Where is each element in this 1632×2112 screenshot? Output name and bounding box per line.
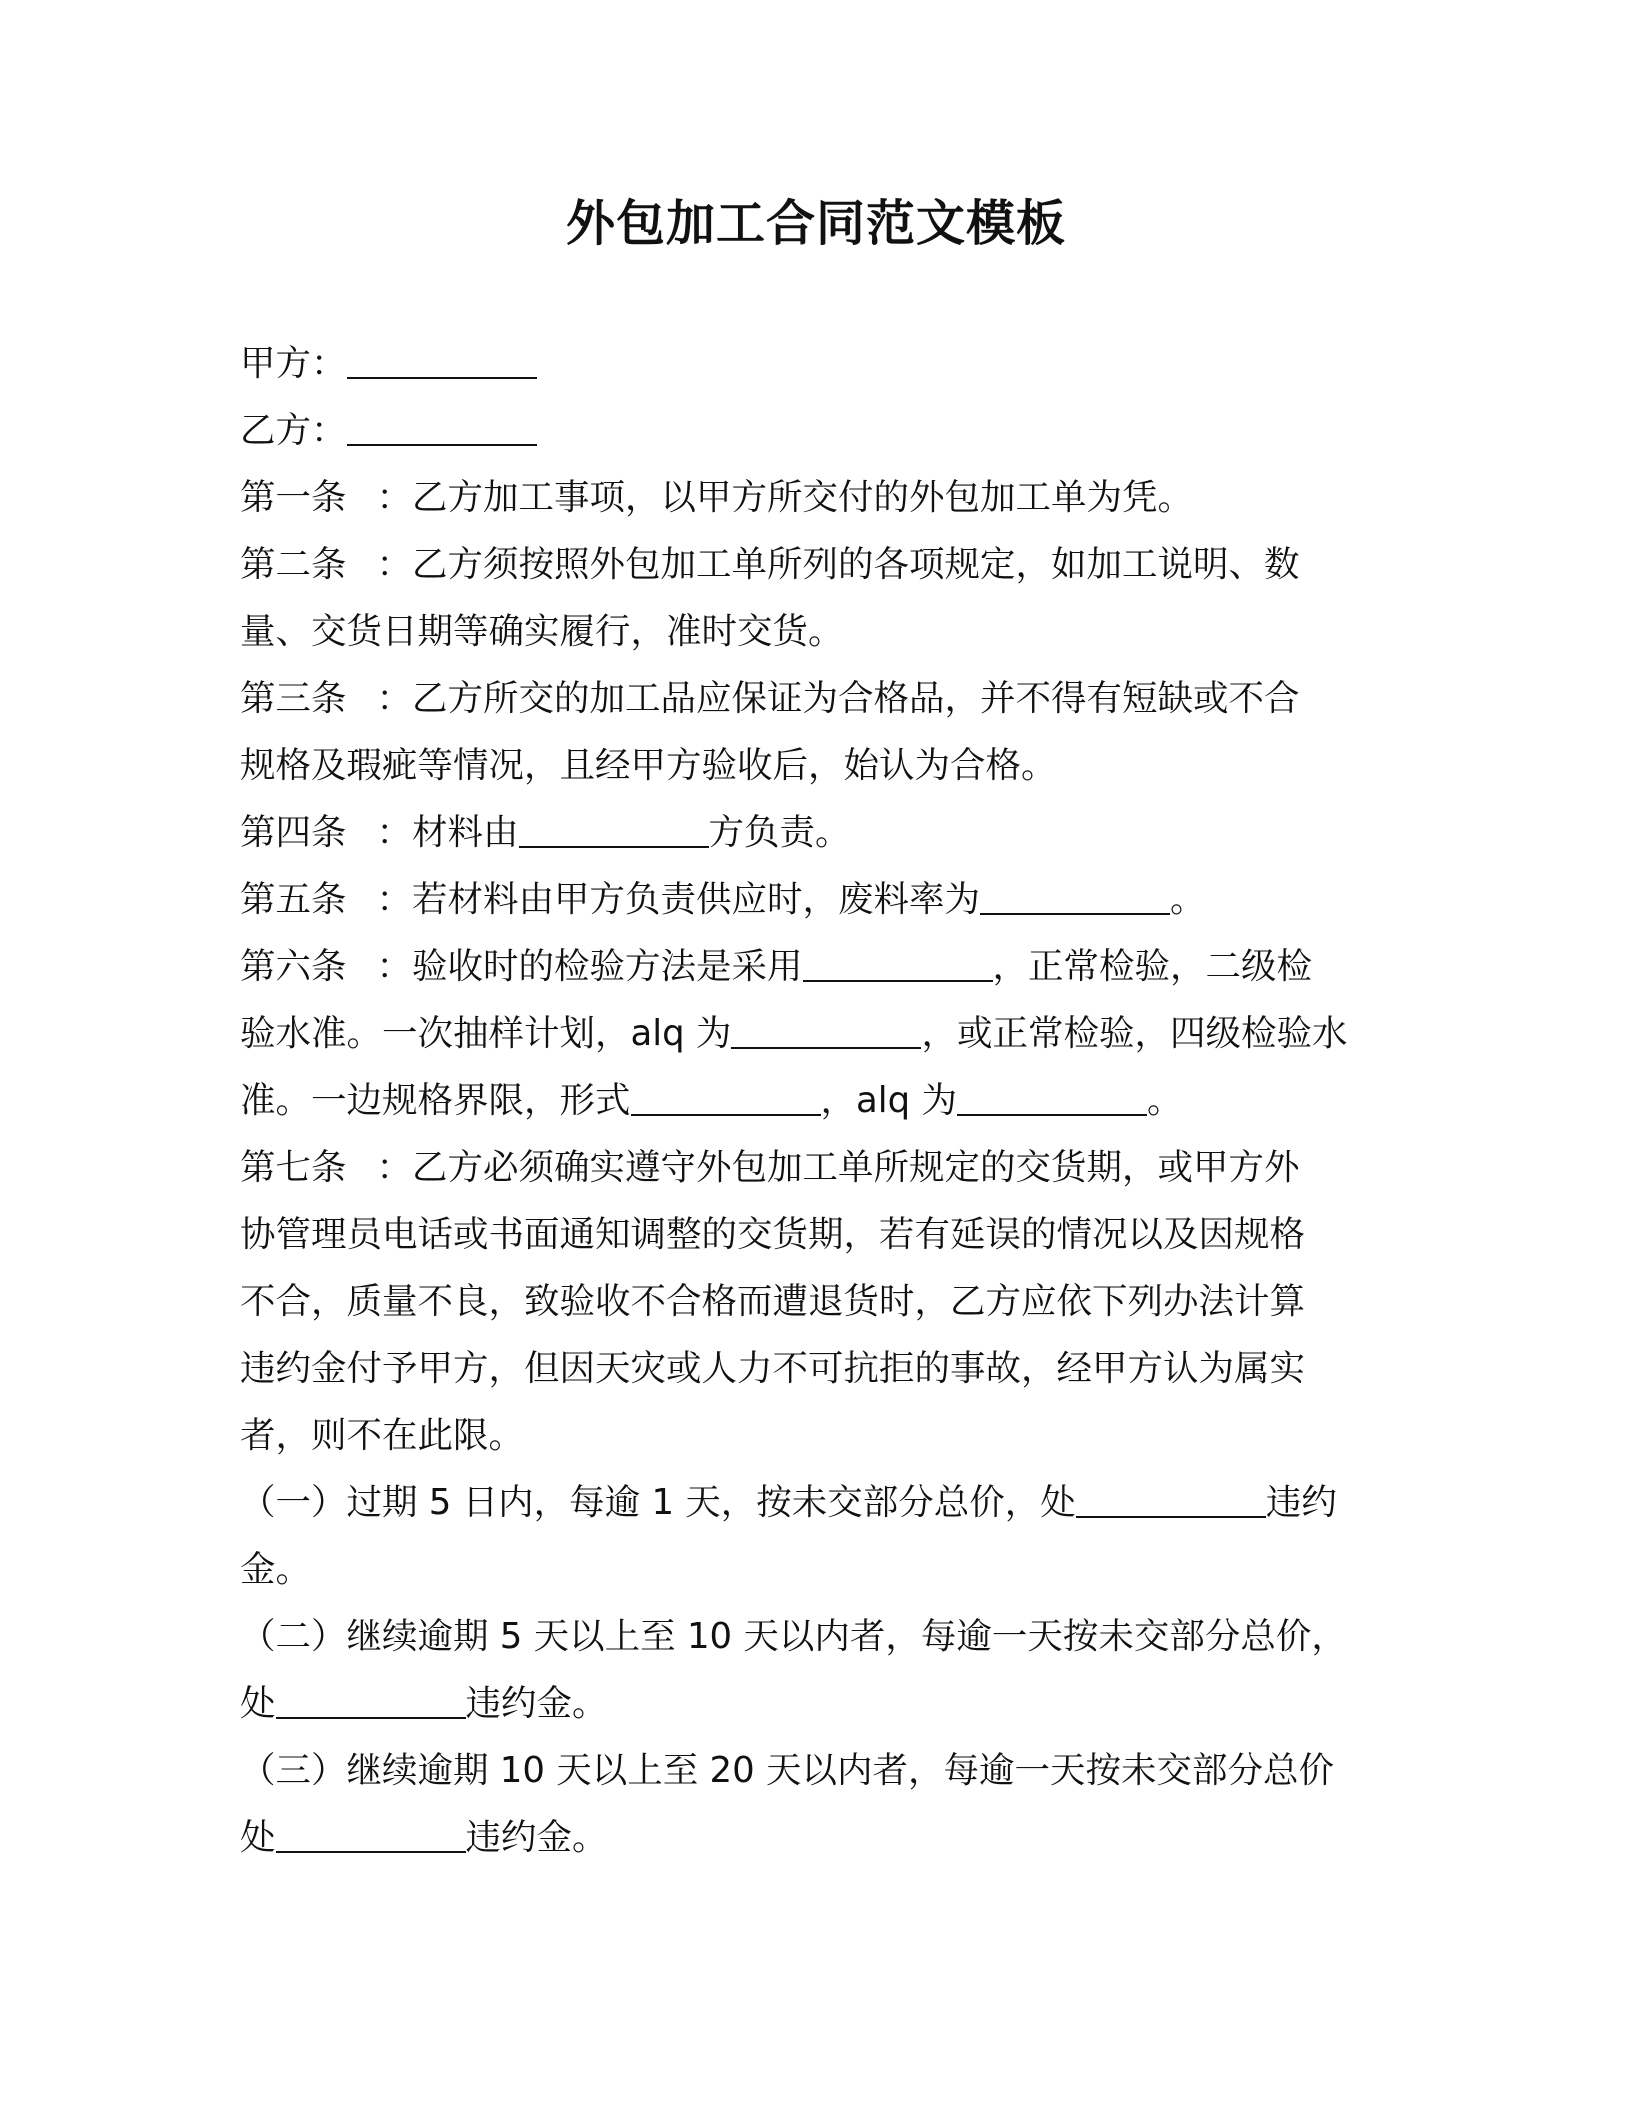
article-7-line-2 <box>240 1201 1390 1268</box>
item-3-post: 违约金。 <box>465 1817 608 1858</box>
article-6-l2-pre: 验水准。一次抽样计划，alq 为 <box>240 1013 732 1054</box>
article-6-l1-post: ，正常检验，二级检 <box>992 946 1313 987</box>
article-6-l3-post: 。 <box>1146 1080 1183 1121</box>
article-5-pre: ：若材料由甲方负责供应时，废料率为 <box>376 879 981 920</box>
article-3-text-2: 规格及瑕疵等情况，且经甲方验收后，始认为合格。 <box>240 745 1057 786</box>
article-6-line-2 <box>240 1000 1390 1067</box>
article-5-label: 第五条 <box>240 879 347 920</box>
article-1-text: ：乙方加工事项，以甲方所交付的外包加工单为凭。 <box>376 477 1194 518</box>
party-a-blank <box>347 342 537 380</box>
document-title: 外包加工合同范文模板 <box>565 195 1066 252</box>
item-3-line-2 <box>240 1804 1390 1871</box>
item-1-line-1 <box>240 1469 1390 1536</box>
document-body <box>240 330 1390 1871</box>
article-5-line <box>240 866 1390 933</box>
article-4-line <box>240 799 1390 866</box>
item-3-blank <box>276 1816 466 1854</box>
article-2-label: 第二条 <box>240 544 347 585</box>
article-5-blank <box>980 878 1170 916</box>
article-6-line-3 <box>240 1067 1390 1134</box>
item-2-text: （二）继续逾期 5 天以上至 10 天以内者，每逾一天按未交部分总价， <box>240 1616 1347 1657</box>
article-1-line <box>240 464 1390 531</box>
item-1-post: 违约 <box>1265 1482 1337 1523</box>
article-6-l1-pre: ：验收时的检验方法是采用 <box>376 946 803 987</box>
article-2-line-1 <box>240 531 1390 598</box>
article-2-text-1: ：乙方须按照外包加工单所列的各项规定，如加工说明、数 <box>376 544 1300 585</box>
article-6-label: 第六条 <box>240 946 347 987</box>
item-1-cont: 金。 <box>240 1549 312 1590</box>
party-b-label: 乙方： <box>240 410 347 451</box>
article-7-line-5 <box>240 1402 1390 1469</box>
article-6-line-1 <box>240 933 1390 1000</box>
article-7-line-1 <box>240 1134 1390 1201</box>
item-1-pre: （一）过期 5 日内，每逾 1 天，按未交部分总价，处 <box>240 1482 1076 1523</box>
item-2-blank <box>276 1682 466 1720</box>
article-2-text-2: 量、交货日期等确实履行，准时交货。 <box>240 611 844 652</box>
article-7-text-3: 不合，质量不良，致验收不合格而遭退货时，乙方应依下列办法计算 <box>240 1281 1306 1322</box>
article-6-blank-4 <box>957 1079 1147 1117</box>
item-2-pre: 处 <box>240 1683 276 1724</box>
article-7-text-5: 者，则不在此限。 <box>240 1415 525 1456</box>
item-1-line-2 <box>240 1536 1390 1603</box>
party-b-line <box>240 397 1390 464</box>
article-6-blank-2 <box>731 1012 921 1050</box>
party-a-label: 甲方： <box>240 343 347 384</box>
article-7-line-3 <box>240 1268 1390 1335</box>
item-3-text: （三）继续逾期 10 天以上至 20 天以内者，每逾一天按未交部分总价 <box>240 1750 1334 1791</box>
article-7-label: 第七条 <box>240 1147 347 1188</box>
item-2-line-1 <box>240 1603 1390 1670</box>
article-5-post: 。 <box>1170 879 1206 920</box>
party-a-line <box>240 330 1390 397</box>
article-6-l2-post: ，或正常检验，四级检验水 <box>921 1013 1348 1054</box>
party-b-blank <box>347 409 537 447</box>
item-3-line-1 <box>240 1737 1390 1804</box>
article-6-l3-mid: ，alq 为 <box>820 1080 957 1121</box>
article-4-label: 第四条 <box>240 812 347 853</box>
article-6-blank-3 <box>631 1079 821 1117</box>
item-3-pre: 处 <box>240 1817 276 1858</box>
article-7-text-1: ：乙方必须确实遵守外包加工单所规定的交货期，或甲方外 <box>376 1147 1300 1188</box>
article-7-text-2: 协管理员电话或书面通知调整的交货期，若有延误的情况以及因规格 <box>240 1214 1306 1255</box>
article-3-line-1 <box>240 665 1390 732</box>
item-2-line-2 <box>240 1670 1390 1737</box>
article-7-line-4 <box>240 1335 1390 1402</box>
article-3-label: 第三条 <box>240 678 347 719</box>
article-6-blank-1 <box>803 945 993 983</box>
item-2-post: 违约金。 <box>465 1683 608 1724</box>
item-1-blank <box>1076 1481 1266 1519</box>
article-2-line-2 <box>240 598 1390 665</box>
article-6-l3-pre: 准。一边规格界限，形式 <box>240 1080 631 1121</box>
article-4-post: 方负责。 <box>708 812 851 853</box>
article-1-label: 第一条 <box>240 477 347 518</box>
article-4-blank <box>519 811 709 849</box>
article-3-line-2 <box>240 732 1390 799</box>
article-3-text-1: ：乙方所交的加工品应保证为合格品，并不得有短缺或不合 <box>376 678 1300 719</box>
article-4-pre: ：材料由 <box>376 812 519 853</box>
article-7-text-4: 违约金付予甲方，但因天灾或人力不可抗拒的事故，经甲方认为属实 <box>240 1348 1306 1389</box>
